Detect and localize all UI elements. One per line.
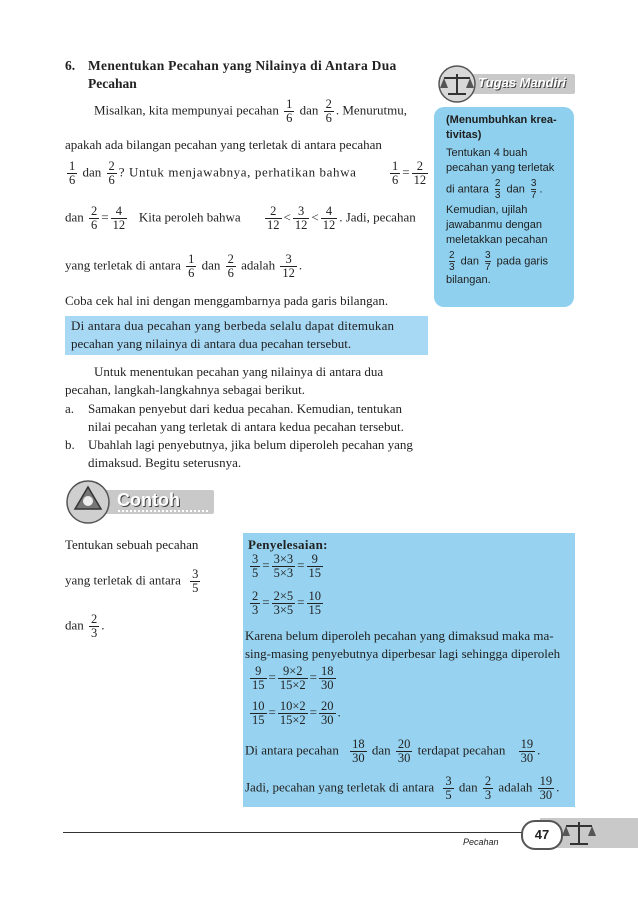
step-a-label: a.	[65, 401, 75, 416]
fraction: $\frac{2}{3}$	[494, 178, 501, 201]
step-b-line2: dimaksud. Begitu seterusnya.	[88, 455, 242, 470]
para1-line2: apakah ada bilangan pecahan yang terletak di antara pecahan	[65, 137, 382, 152]
tugas-content: (Menumbuhkan krea- tivitas) Tentukan 4 buah pecahan yang terletak di antara $\frac{2}{3}$ dan $\frac{3}{7}$ . Kemudian, ujilah jawabanmu dengan meletakkan pecahan $\frac{2}{3}$ dan $\frac{3}{7}$ pada garis bilangan.	[446, 114, 557, 286]
fraction: $\frac{3}{7}$	[530, 178, 537, 201]
solution-heading: Penyelesaian:	[248, 537, 328, 552]
para1-line1: Misalkan, kita mempunyai pecahan $\frac{1}{6}$ dan $\frac{2}{6}$ . Menurutmu,	[94, 97, 408, 126]
fraction: $\frac{2}{6}$	[325, 97, 332, 126]
fraction: $\frac{2}{3}$	[449, 250, 455, 273]
para2-line2: pecahan, langkah-langkahnya sebagai berikut.	[65, 382, 306, 397]
equation-1-6: $\frac{1}{6}$ = $\frac{2}{12}$	[392, 159, 427, 188]
step-b-label: b.	[65, 437, 75, 452]
para1-line3: $\frac{1}{6}$ dan $\frac{2}{6}$ ? Untuk menjawabnya, perhatikan bahwa	[69, 159, 357, 188]
footer-scale-icon	[560, 816, 598, 850]
contoh-q2: yang terletak di antara $\frac{3}{5}$	[65, 567, 199, 596]
contoh-q3: dan $\frac{2}{3}$ .	[65, 612, 105, 641]
para1-line6: Coba cek hal ini dengan menggambarnya pada garis bilangan.	[65, 293, 389, 308]
highlight-line1: Di antara dua pecahan yang berbeda selalu dapat ditemukan	[71, 318, 395, 333]
para1-line4: dan $\frac{2}{6}$ = $\frac{4}{12}$ Kita peroleh bahwa	[65, 204, 241, 233]
sol-eq1: $\frac{3}{5}$ = $\frac{3\times 3}{5\times 3}$ = $\frac{9}{15}$	[252, 552, 321, 581]
highlight-line2: pecahan yang nilainya di antara dua pecahan tersebut.	[71, 336, 352, 351]
sol-eq3: $\frac{9}{15}$ = $\frac{9\times 2}{15\times 2}$ = $\frac{18}{30}$	[252, 664, 334, 693]
inequality: $\frac{2}{12}$ < $\frac{3}{12}$ < $\frac{4}{12}$ . Jadi, pecahan	[267, 204, 416, 233]
contoh-dots	[118, 510, 208, 512]
fraction: $\frac{2}{6}$	[108, 159, 115, 188]
sol-eq2: $\frac{2}{3}$ = $\frac{2\times 5}{3\times 5}$ = $\frac{10}{15}$	[252, 589, 321, 618]
section-title-line1: Menentukan Pecahan yang Nilainya di Antara Dua	[88, 58, 397, 73]
sol-text2: Di antara pecahan $\frac{18}{30}$ dan $\frac{20}{30}$ terdapat pecahan $\frac{19}{30}$ .	[245, 737, 541, 766]
footer-rule	[63, 832, 523, 833]
section-title-line2: Pecahan	[88, 76, 137, 91]
sol-text1a: Karena belum diperoleh pecahan yang dimaksud maka ma-	[245, 628, 554, 643]
sol-text3: Jadi, pecahan yang terletak di antara $\frac{3}{5}$ dan $\frac{2}{3}$ adalah $\frac{19}{30}$ .	[245, 774, 560, 803]
tugas-banner-title: Tugas Mandiri	[478, 75, 566, 90]
contoh-q1: Tentukan sebuah pecahan	[65, 537, 199, 552]
contoh-banner-title: Contoh	[117, 490, 180, 510]
page-number: 47	[521, 820, 563, 850]
step-a-line1: Samakan penyebut dari kedua pecahan. Kemudian, tentukan	[88, 401, 403, 416]
fraction: $\frac{3}{5}$	[192, 567, 199, 596]
fraction: $\frac{1}{6}$	[286, 97, 293, 126]
footer-chapter: Pecahan	[463, 837, 499, 847]
step-a-line2: nilai pecahan yang terletak di antara kedua pecahan tersebut.	[88, 419, 404, 434]
fraction: $\frac{3}{7}$	[485, 250, 491, 273]
sol-text1b: sing-masing penyebutnya diperbesar lagi sehingga diperoleh	[245, 646, 561, 661]
scale-icon	[436, 64, 478, 104]
para1-line5: yang terletak di antara $\frac{1}{6}$ dan $\frac{2}{6}$ adalah $\frac{3}{12}$ .	[65, 252, 303, 281]
contoh-icon	[63, 479, 113, 525]
para2-line1: Untuk menentukan pecahan yang nilainya di antara dua	[94, 364, 384, 379]
step-b-line1: Ubahlah lagi penyebutnya, jika belum diperoleh pecahan yang	[88, 437, 413, 452]
fraction: $\frac{1}{6}$	[69, 159, 76, 188]
fraction: $\frac{2}{3}$	[91, 612, 98, 641]
sol-eq4: $\frac{10}{15}$ = $\frac{10\times 2}{15\times 2}$ = $\frac{20}{30}$ .	[252, 699, 341, 728]
section-number: 6.	[65, 58, 76, 73]
